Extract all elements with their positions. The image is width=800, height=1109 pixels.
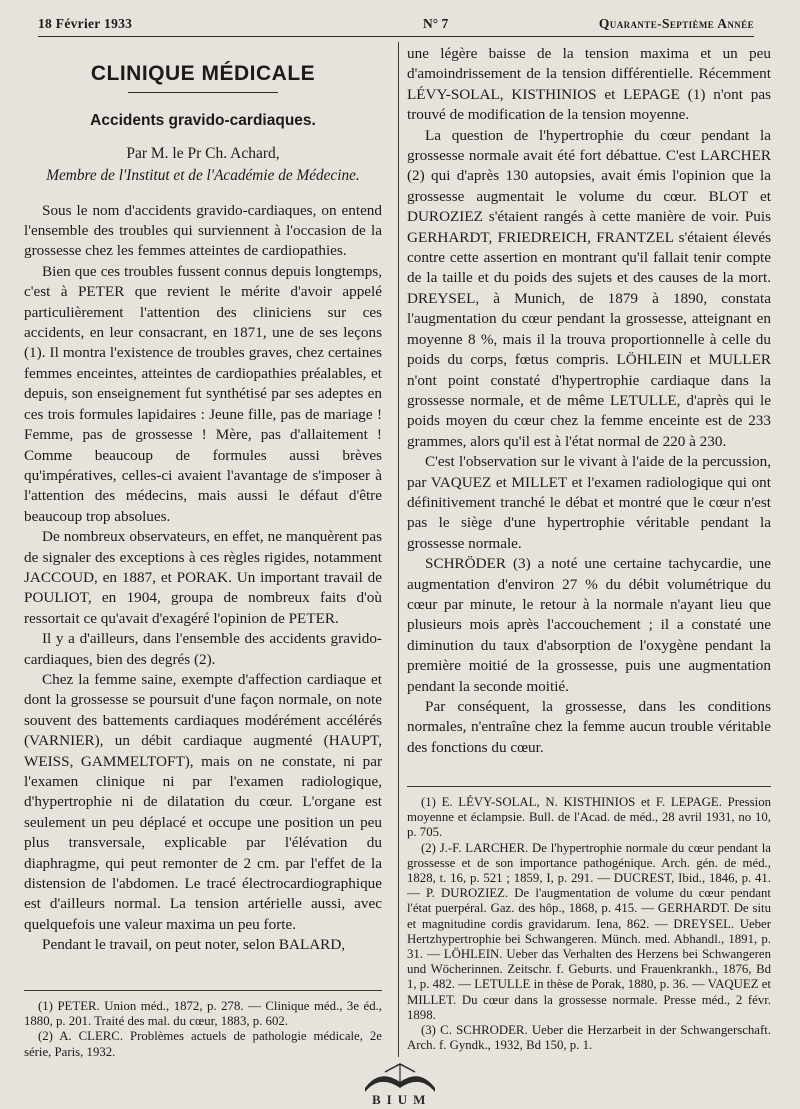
issue-date: 18 Février 1933 xyxy=(38,16,133,31)
footnote: (2) J.-F. LARCHER. De l'hypertrophie normale du cœur pendant la grossesse et de son importance pathogénique. Arch. gén. de méd., 1828, t. 16, p. 521 ; 1859, I, p. 291. — DUCREST, Ibid., 1846, p. 41. — P. DUROZIEZ. De l'augmentation de volume du cœur pendant l'état puerpéral. Gaz. des hôp., 1868, p. 415. — GERHARDT. De situ et magnitudine cordis gravidarum. Iena, 862. — DREYSEL. Ueber Hertzhypertrophie bei Schwangeren. Münch. med. Abhandl., 1891, p. 31. — LÖHLEIN. Ueber das Verhalten des Herzens bei Schwangeren und Wöcherinnen. Zeitschr. f. Geburts. und Frauenkrankh., 1876, Bd 1, p. 482. — LETULLE in thèse de Porak, 1880, p. 36. — VAQUEZ et MILLET. Du cœur dans la grossesse normale. Presse méd., 2 févr. 1898. xyxy=(407,840,771,1022)
paragraph: C'est l'observation sur le vivant à l'aide de la percussion, par VAQUEZ et MILLET et l'examen radiologique qui ont définitivement tranché le débat et montré que le cœur n'est pas le siège d'une hypertrophie véritable pendant la grossesse normale. xyxy=(407,453,771,552)
right-footnotes xyxy=(407,786,771,1053)
footnote: (1) PETER. Union méd., 1872, p. 278. — Clinique méd., 3e éd., 1880, p. 201. Traité des mal. du cœur, 1883, p. 602. xyxy=(24,999,382,1029)
footnote-rule xyxy=(407,786,771,787)
issue-number: N° 7 xyxy=(423,16,449,31)
paragraph: Pendant le travail, on peut noter, selon BALARD, xyxy=(42,936,346,954)
footnote: (3) C. SCHRODER. Ueber die Herzarbeit in der Schwangerschaft. Arch. f. Gyndk., 1932, Bd 150, p. 1. xyxy=(407,1023,771,1053)
author-affiliation: Membre de l'Institut et de l'Académie de Médecine. xyxy=(46,167,360,185)
right-column xyxy=(407,44,771,758)
paragraph: La question de l'hypertrophie du cœur pendant la grossesse normale avait été fort débattue. C'est LARCHER (2) qui d'après 130 autopsies, avait émis l'opinion que la grossesse augmentait le volume du cœur. BLOT et DUROZIEZ s'étaient rangés à cette manière de voir. Puis GERHARDT, FRIEDREICH, FRANTZEL s'étaient élevés contre cette assertion en montrant qu'il fallait tenir compte de la taille et du poids des sujets et des causes de la mort. DREYSEL, à Munich, de 1879 à 1890, constata l'augmentation du cœur pendant la grossesse, atteignant en moyenne 8 %, mais il la trouva proportionnelle à celle du poids du corps, fœtus compris. LÖHLEIN et MULLER n'ont point constaté d'hypertrophie cardiaque dans la grossesse normale, et de même LETULLE, d'après qui le poids moyen du cœur chez la femme enceinte est de 233 grammes, alors qu'il est à l'état normal de 220 à 230. xyxy=(407,126,771,450)
paragraph: Sous le nom d'accidents gravido-cardiaques, on entend l'ensemble des troubles qui surviennent à l'occasion de la grossesse chez les femmes atteintes de cardiopathies. xyxy=(24,201,382,260)
paragraph: Par conséquent, la grossesse, dans les conditions normales, n'entraîne chez la femme aucun trouble véritable des fonctions du cœur. xyxy=(407,698,771,756)
section-title: CLINIQUE MÉDICALE xyxy=(90,62,316,85)
logo-text: BIUM xyxy=(372,1092,432,1107)
footnote-rule xyxy=(24,990,382,991)
article-title: Accidents gravido-cardiaques. xyxy=(90,112,316,130)
page-header xyxy=(38,12,754,34)
footnote: (1) E. LÉVY-SOLAL, N. KISTHINIOS et F. LEPAGE. Pression moyenne et éclampsie. Bull. de l'Acad. de méd., 28 avril 1931, no 10, p. 705. xyxy=(407,795,771,840)
paragraph: Chez la femme saine, exempte d'affection cardiaque et dont la grossesse se poursuit d'une façon normale, on note souvent des battements cardiaques modérément accélérés (VARNIER), un débit cardiaque augmenté (HAUPT, WEISS, GAMMELTOFT), mais on ne constate, ni par l'examen clinique ni par l'examen radiologique, d'hypertrophie ni de dilatation du cœur. L'organe est seulement un peu déplacé et occupe une position un peu plus transversale, explicable par l'élévation du diaphragme, qui peut remonter de 2 cm. par l'effet de la distension de l'abdomen. Le tracé électrocardiographique est d'ailleurs normal. La tension artérielle aussi, avec quelquefois une valeur maxima un peu forte. xyxy=(24,670,382,933)
issue-year: Quarante-Septième Année xyxy=(598,16,754,31)
section-title-rule xyxy=(128,92,278,93)
paragraph: Il y a d'ailleurs, dans l'ensemble des accidents gravido-cardiaques, bien des degrés (2). xyxy=(24,630,382,668)
left-footnotes xyxy=(24,990,382,1060)
paragraph: De nombreux observateurs, en effet, ne manquèrent pas de signaler des exceptions à ces règles rigides, notamment JACCOUD, en 1887, et PORAK. Un important travail de POULIOT, en 1904, groupa de nombreux faits d'où ressortait ce qu'avait d'exagéré l'opinion de PETER. xyxy=(24,528,382,627)
footnote: (2) A. CLERC. Problèmes actuels de pathologie médicale, 2e série, Paris, 1932. xyxy=(24,1029,382,1059)
left-column xyxy=(24,44,382,956)
paragraph: Bien que ces troubles fussent connus depuis longtemps, c'est à PETER que revient le mérite d'avoir appelé particulièrement l'attention des cliniciens sur ces accidents, en leur consacrant, en 1871, une de ses leçons (1). Il montra l'existence de troubles graves, chez certaines femmes enceintes, atteintes de cardiopathies préalables, et depuis, son enseignement fut synthétisé par ses adeptes en ces trois formules lapidaires : Jeune fille, pas de mariage ! Femme, pas de grossesse ! Mère, pas d'allaitement ! Comme beaucoup de formules aussi brèves qu'impératives, celles-ci avaient l'avantage de s'imposer à l'attention des médecins, mais aussi le défaut d'être beaucoup trop absolues. xyxy=(24,262,382,525)
column-divider xyxy=(398,42,399,1057)
paragraph: une légère baisse de la tension maxima et un peu d'amoindrissement de la tension différentielle. Récemment LÉVY-SOLAL, KISTHINIOS et LEPAGE (1) n'ont pas trouvé de modification de la tension moyenne. xyxy=(407,45,771,124)
header-rule xyxy=(38,36,754,37)
article-author: Par M. le Pr Ch. Achard, xyxy=(126,144,280,162)
paragraph: SCHRÖDER (3) a noté une certaine tachycardie, une augmentation d'environ 27 % du débit volumétrique du cœur par minute, le retour à la normale n'ayant lieu que plusieurs mois après l'accouchement ; il a constaté une diminution du taux d'absorption de l'oxygène pendant la première moitié de la grossesse, puis une augmentation pendant la seconde moitié. xyxy=(407,555,771,695)
